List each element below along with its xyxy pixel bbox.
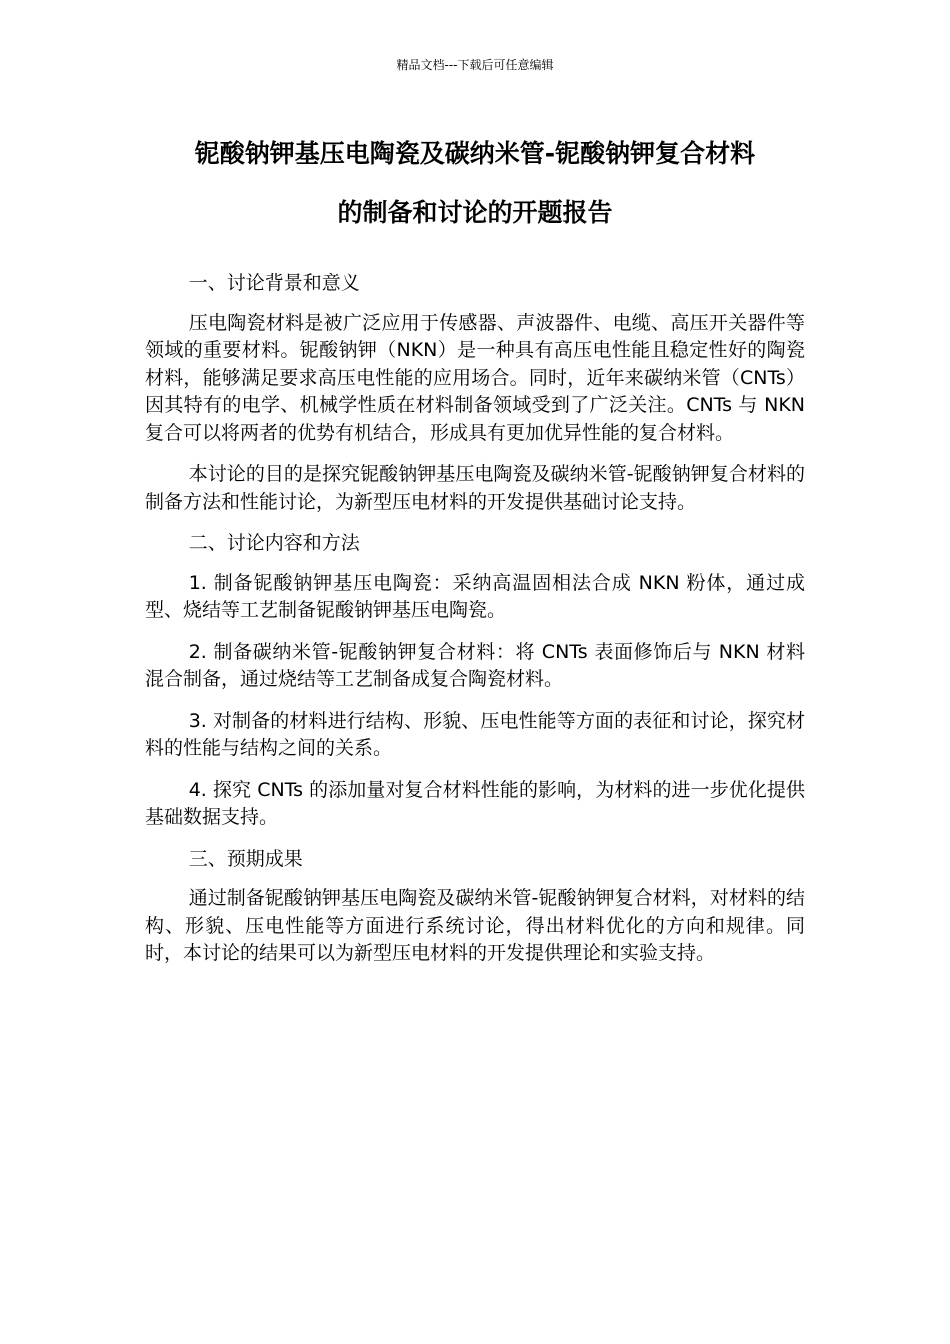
section-heading-content: 二、讨论内容和方法 xyxy=(188,532,360,554)
paragraph-background-2: 本讨论的目的是探究铌酸钠钾基压电陶瓷及碳纳米管-铌酸钠钾复合材料的制备方法和性能讨论，为新型压电材料的开发提供基础讨论支持。 xyxy=(145,463,805,513)
list-item: 3. 对制备的材料进行结构、形貌、压电性能等方面的表征和讨论，探究材料的性能与结构之间的关系。 xyxy=(145,709,805,759)
document-title-line-2: 的制备和讨论的开题报告 xyxy=(337,198,613,227)
document-title-line-1: 铌酸钠钾基压电陶瓷及碳纳米管-铌酸钠钾复合材料 xyxy=(194,139,756,168)
section-heading-results: 三、预期成果 xyxy=(188,847,303,870)
list-item: 4. 探究 CNTs 的添加量对复合材料性能的影响，为材料的进一步优化提供基础数据支持。 xyxy=(145,778,805,828)
paragraph-background-1: 压电陶瓷材料是被广泛应用于传感器、声波器件、电缆、高压开关器件等领域的重要材料。铌酸钠钾（NKN）是一种具有高压电性能且稳定性好的陶瓷材料，能够满足要求高压电性能的应用场合。同时，近年来碳纳米管（CNTs）因其特有的电学、机械学性质在材料制备领域受到了广泛关注。CNTs 与 NKN 复合可以将两者的优势有机结合，形成具有更加优异性能的复合材料。 xyxy=(145,311,805,444)
list-item: 2. 制备碳纳米管-铌酸钠钾复合材料：将 CNTs 表面修饰后与 NKN 材料混合制备，通过烧结等工艺制备成复合陶瓷材料。 xyxy=(145,640,805,690)
document-body xyxy=(145,270,805,982)
section-heading-background: 一、讨论背景和意义 xyxy=(188,272,360,294)
paragraph-results-1: 通过制备铌酸钠钾基压电陶瓷及碳纳米管-铌酸钠钾复合材料，对材料的结构、形貌、压电性能等方面进行系统讨论，得出材料优化的方向和规律。同时，本讨论的结果可以为新型压电材料的开发提供理论和实验支持。 xyxy=(145,887,805,964)
header-note: 精品文档---下载后可任意编辑 xyxy=(396,58,554,72)
list-item: 1. 制备铌酸钠钾基压电陶瓷：采纳高温固相法合成 NKN 粉体，通过成型、烧结等工艺制备铌酸钠钾基压电陶瓷。 xyxy=(145,571,805,621)
